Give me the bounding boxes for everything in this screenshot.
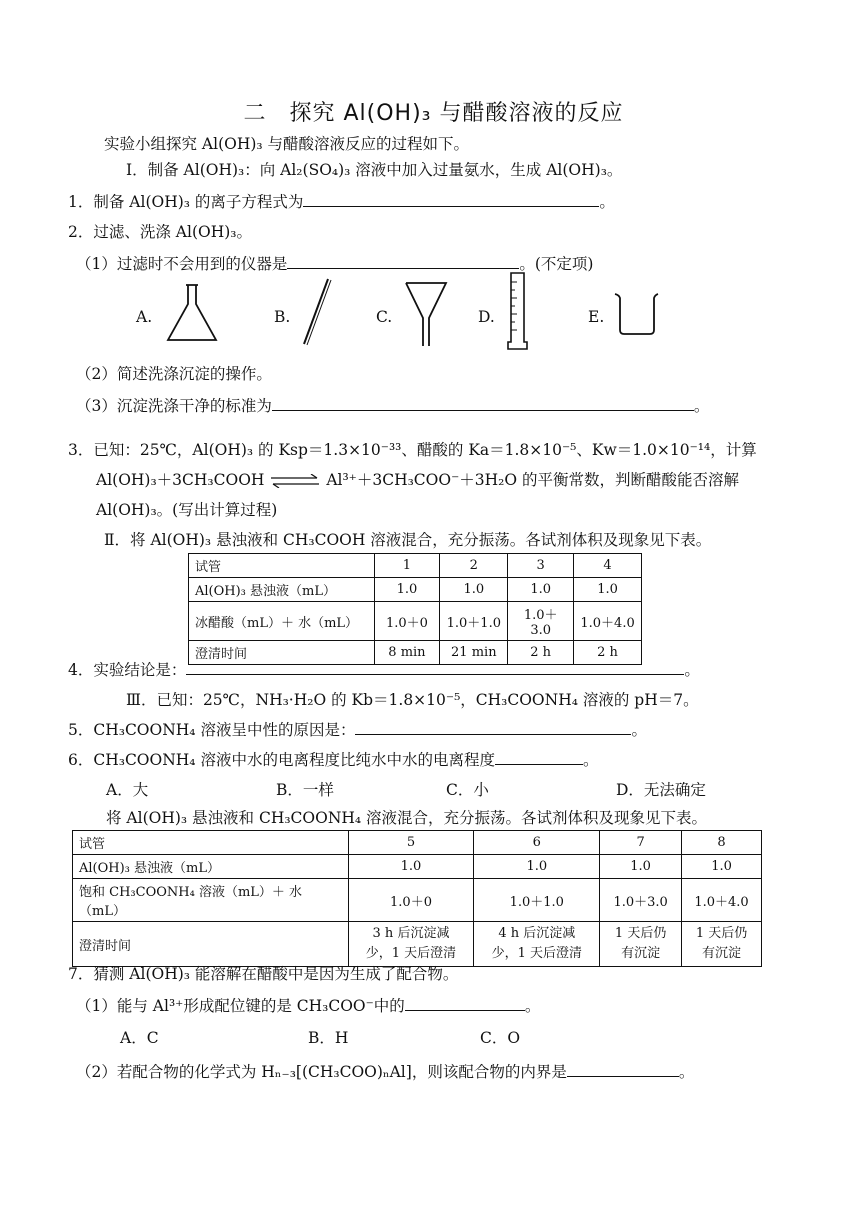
table-cell: 1.0＋0 <box>348 879 474 922</box>
part2-text: Ⅱ．将 Al(OH)₃ 悬浊液和 CH₃COOH 溶液混合，充分振荡。各试剂体积及现象见下表。 <box>104 531 712 549</box>
table-cell: 1.0 <box>374 578 440 602</box>
table-cell: 1 <box>374 554 440 578</box>
cell-line: 少，1 天后澄清 <box>365 946 457 961</box>
question-5-end: 。 <box>631 721 647 739</box>
option-7a: A．C <box>120 1029 159 1047</box>
table-cell: 试管 <box>189 554 375 578</box>
table-cell: 1.0＋1.0 <box>474 879 600 922</box>
answer-blank-2-1[interactable] <box>287 254 519 269</box>
table-cell: 1.0 <box>440 578 508 602</box>
part4-text: 将 Al(OH)₃ 悬浊液和 CH₃COONH₄ 溶液混合，充分振荡。各试剂体积及现象见下表。 <box>106 809 708 827</box>
question-2-1-end: 。(不定项) <box>519 255 594 273</box>
question-2-3-text: （3）沉淀洗涤干净的标准为 <box>76 397 272 415</box>
option-6c: C．小 <box>446 781 489 799</box>
table-row <box>73 922 762 967</box>
table-cell: 澄清时间 <box>189 641 375 665</box>
answer-blank-1[interactable] <box>303 192 599 207</box>
option-7c: C．O <box>480 1029 521 1047</box>
cell-line: 1 天后仍 <box>614 926 667 941</box>
table-cell: 2 <box>440 554 508 578</box>
beaker-icon <box>612 290 660 338</box>
table-cell: 1.0 <box>508 578 574 602</box>
question-7-1-end: 。 <box>524 997 541 1015</box>
table-cell: 1.0＋3.0 <box>508 602 574 641</box>
cell-line: 4 h 后沉淀减 <box>498 926 576 941</box>
page-title: 二 探究 Al(OH)₃ 与醋酸溶液的反应 <box>243 101 624 126</box>
question-3-line1: 3．已知：25℃，Al(OH)₃ 的 Ksp＝1.3×10⁻³³、醋酸的 Ka＝1.8×10⁻⁵、Kw＝1.0×10⁻¹⁴，计算 <box>68 441 757 459</box>
answer-blank-6[interactable] <box>495 750 583 765</box>
table-cell: 试管 <box>73 831 349 855</box>
table-cell: 5 <box>348 831 474 855</box>
part1-text: Ⅰ．制备 Al(OH)₃：向 Al₂(SO₄)₃ 溶液中加入过量氨水，生成 Al(OH)₃。 <box>126 161 623 179</box>
question-7-2-end: 。 <box>678 1063 695 1081</box>
table-cell: 3 <box>508 554 574 578</box>
question-7: 7．猜测 Al(OH)₃ 能溶解在醋酸中是因为生成了配合物。 <box>68 965 459 983</box>
question-1-text: 1．制备 Al(OH)₃ 的离子方程式为 <box>68 193 304 211</box>
table-cell: 1.0 <box>574 578 642 602</box>
option-c-label: C. <box>376 308 393 326</box>
answer-blank-7-1[interactable] <box>405 996 525 1011</box>
question-2-2: （2）简述洗涤沉淀的操作。 <box>76 365 272 383</box>
intro-text: 实验小组探究 Al(OH)₃ 与醋酸溶液反应的过程如下。 <box>104 135 470 153</box>
table-cell: 21 min <box>440 641 508 665</box>
option-6a: A．大 <box>106 781 149 799</box>
table-cell <box>474 922 600 967</box>
question-4-end: 。 <box>684 661 700 679</box>
option-b-label: B. <box>274 308 291 326</box>
table-cell: 4 <box>574 554 642 578</box>
question-3-line3: Al(OH)₃。(写出计算过程) <box>96 501 278 519</box>
table-cell: 饱和 CH₃COONH₄ 溶液（mL）＋ 水（mL） <box>73 879 349 922</box>
equation-right: Al³⁺＋3CH₃COO⁻＋3H₂O 的平衡常数，判断醋酸能否溶解 <box>326 471 739 489</box>
table-cell <box>348 922 474 967</box>
table-cell: 7 <box>600 831 682 855</box>
table-cell: 8 min <box>374 641 440 665</box>
table-cell: 1.0＋4.0 <box>574 602 642 641</box>
option-a-label: A. <box>136 308 153 326</box>
cell-line: 1 天后仍 <box>695 926 748 941</box>
table-cell <box>682 922 762 967</box>
option-d-label: D. <box>478 308 495 326</box>
option-6d: D．无法确定 <box>616 781 706 799</box>
glass-rod-icon <box>298 276 334 348</box>
table-cell: 1.0 <box>474 855 600 879</box>
answer-blank-2-3[interactable] <box>272 396 694 411</box>
cell-line: 3 h 后沉淀减 <box>372 926 450 941</box>
question-4-text: 4．实验结论是： <box>68 661 187 679</box>
table-cell <box>600 922 682 967</box>
option-7b: B．H <box>308 1029 349 1047</box>
answer-blank-7-2[interactable] <box>567 1062 679 1077</box>
option-6b: B．一样 <box>276 781 334 799</box>
question-7-1-text: （1）能与 Al³⁺形成配位键的是 CH₃COO⁻中的 <box>76 997 405 1015</box>
table-cell: 2 h <box>508 641 574 665</box>
answer-blank-4[interactable] <box>186 660 684 675</box>
question-5-text: 5．CH₃COONH₄ 溶液呈中性的原因是： <box>68 721 356 739</box>
funnel-icon <box>404 280 448 348</box>
question-7-2 <box>76 1060 694 1082</box>
part3-text: Ⅲ．已知：25℃，NH₃·H₂O 的 Kb＝1.8×10⁻⁵，CH₃COONH₄ 溶液的 pH＝7。 <box>126 691 699 709</box>
table-cell: Al(OH)₃ 悬浊液（mL） <box>189 578 375 602</box>
equation-left: Al(OH)₃＋3CH₃COOH <box>96 471 265 489</box>
question-5 <box>68 718 647 740</box>
question-3-equation <box>96 468 739 490</box>
cell-line: 有沉淀 <box>621 946 661 961</box>
question-2-3-end: 。 <box>693 397 710 415</box>
table-cell: 1.0＋3.0 <box>600 879 682 922</box>
table-cell: 8 <box>682 831 762 855</box>
equilibrium-arrow-icon <box>269 474 321 488</box>
question-2-3 <box>76 394 709 416</box>
table-row <box>189 554 642 578</box>
table-row <box>189 602 642 641</box>
table-row <box>189 578 642 602</box>
table-cell: Al(OH)₃ 悬浊液（mL） <box>73 855 349 879</box>
question-4 <box>68 658 700 680</box>
table-cell: 1.0 <box>600 855 682 879</box>
question-2: 2．过滤、洗涤 Al(OH)₃。 <box>68 223 252 241</box>
cell-line: 少，1 天后澄清 <box>491 946 582 961</box>
table-row <box>73 831 762 855</box>
table-2 <box>72 830 762 967</box>
question-6 <box>68 748 598 770</box>
graduated-cylinder-icon <box>502 270 532 354</box>
question-7-2-text: （2）若配合物的化学式为 Hₙ₋₃[(CH₃COO)ₙAl]，则该配合物的内界是 <box>76 1063 567 1081</box>
question-6-text: 6．CH₃COONH₄ 溶液中水的电离程度比纯水中水的电离程度 <box>68 751 495 769</box>
answer-blank-5[interactable] <box>355 720 631 735</box>
table-cell: 1.0 <box>682 855 762 879</box>
question-2-1-text: （1）过滤时不会用到的仪器是 <box>76 255 288 273</box>
question-1 <box>68 190 615 212</box>
table-cell: 澄清时间 <box>73 922 349 967</box>
table-cell: 6 <box>474 831 600 855</box>
table-row <box>73 879 762 922</box>
question-6-end: 。 <box>582 751 599 769</box>
table-cell: 1.0＋4.0 <box>682 879 762 922</box>
table-cell: 1.0＋0 <box>374 602 440 641</box>
table-cell: 2 h <box>574 641 642 665</box>
table-cell: 1.0 <box>348 855 474 879</box>
table-row <box>73 855 762 879</box>
question-1-end: 。 <box>599 193 615 211</box>
table-cell: 冰醋酸（mL）＋ 水（mL） <box>189 602 375 641</box>
table-1 <box>188 553 642 665</box>
table-cell: 1.0＋1.0 <box>440 602 508 641</box>
cell-line: 有沉淀 <box>702 946 742 961</box>
question-7-1 <box>76 994 540 1016</box>
option-e-label: E. <box>588 308 605 326</box>
conical-flask-icon <box>164 282 220 344</box>
